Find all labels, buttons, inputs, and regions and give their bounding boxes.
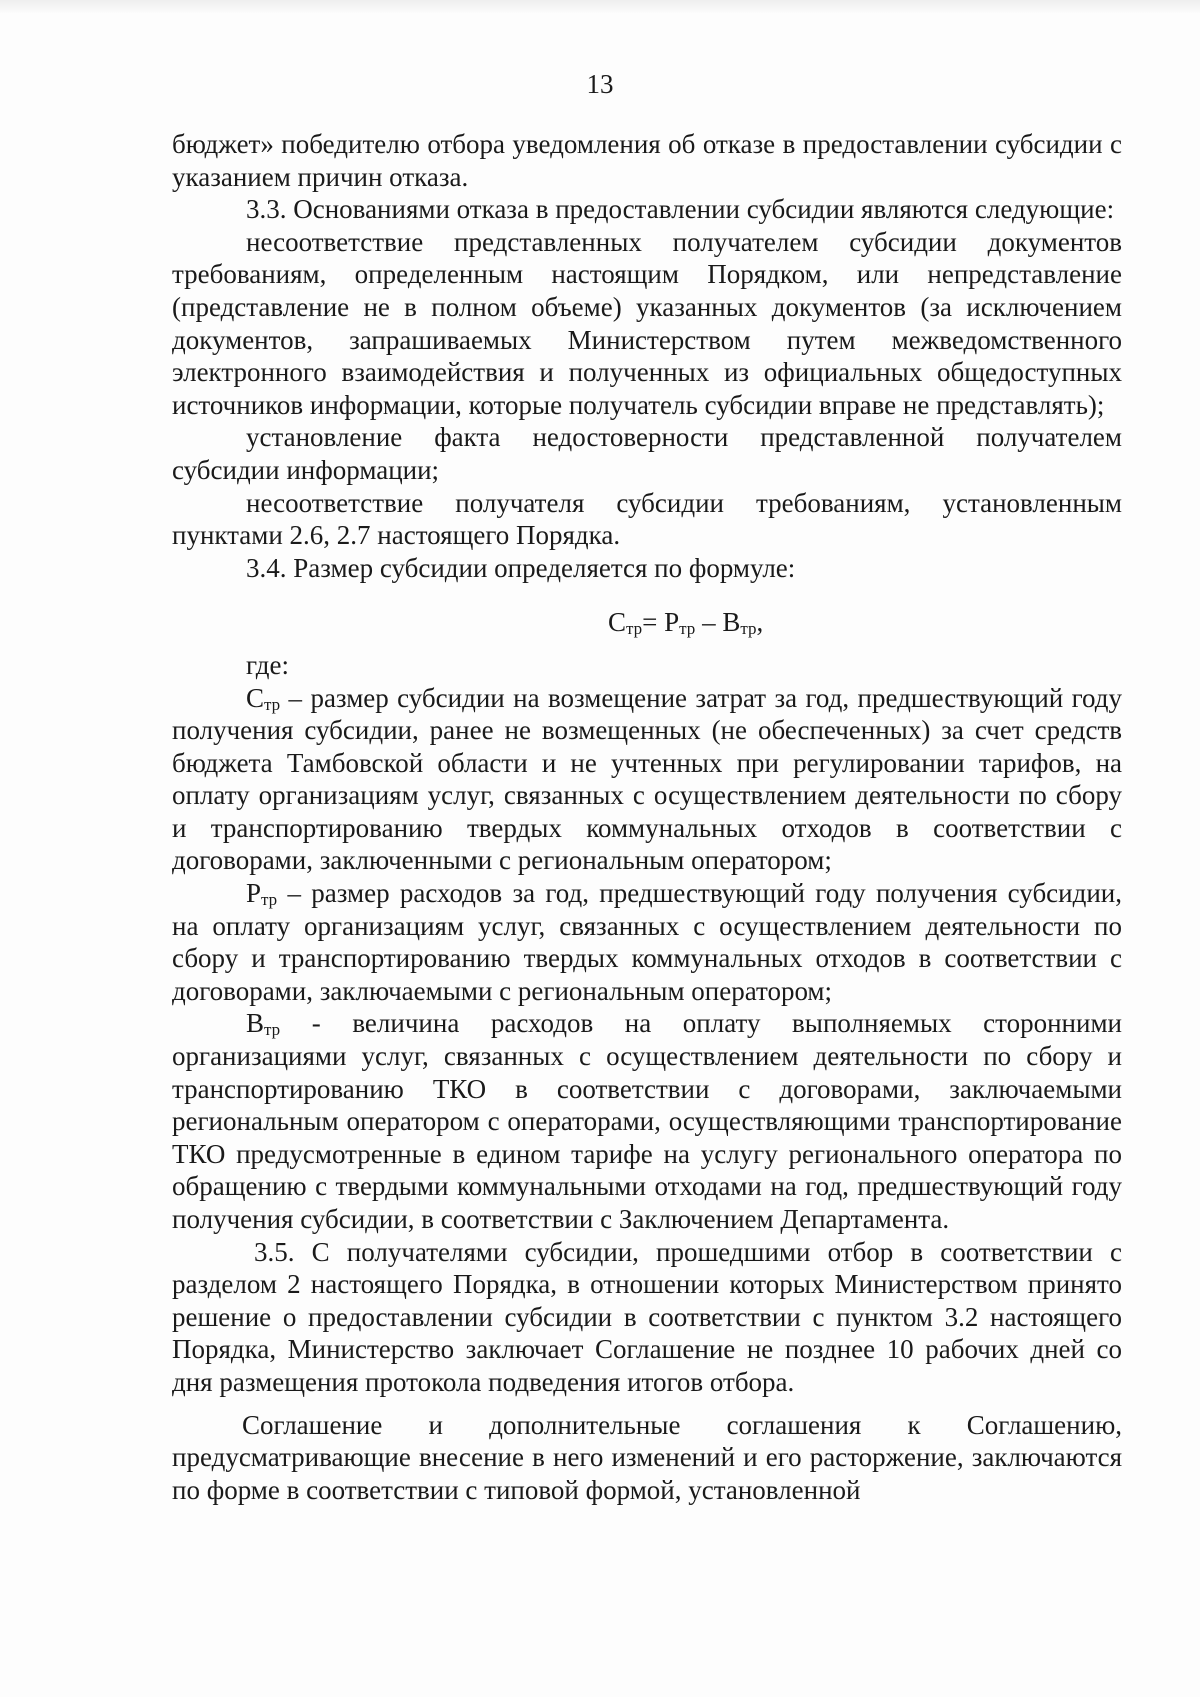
subsidy-formula bbox=[172, 606, 1122, 639]
paragraph-where: где: bbox=[246, 649, 289, 680]
formula-b-letter: В bbox=[722, 607, 741, 638]
paragraph-3-3: 3.3. Основаниями отказа в предоставлении субсидии являются следующие: bbox=[246, 194, 1115, 225]
formula-c-subscript: тр bbox=[626, 619, 643, 639]
paragraph-term-p bbox=[172, 877, 1122, 1007]
paragraph-agreement: Соглашение и дополнительные соглашения к Соглашению, предусматривающие внесение в него изменений и его расторжение, заключаются по форме в соответствии с типовой формой, установленной bbox=[172, 1409, 1122, 1505]
formula-equals: = bbox=[642, 607, 665, 638]
term-b-dash: - bbox=[280, 1008, 353, 1039]
paragraph-refusal-reason-3: несоответствие получателя субсидии требованиям, установленным пунктами 2.6, 2.7 настоящего Порядка. bbox=[172, 487, 1122, 551]
paragraph-gap bbox=[172, 1399, 1122, 1409]
formula-p-letter: Р bbox=[664, 607, 680, 638]
paragraph-3-5: 3.5. С получателями субсидии, прошедшими отбор в соответствии с разделом 2 настоящего Порядка, в отношении которых Министерством принято решение о предоставлении субсидии в соответствии с пунктом 3.2 настоящего Порядка, Министерство заключает Соглашение не позднее 10 рабочих дней со дня размещения протокола подведения итогов отбора. bbox=[172, 1236, 1122, 1397]
term-b-definition: величина расходов на оплату выполняемых сторонними организациями услуг, связанных с осуществлением деятельности по сбору и транспортированию ТКО в соответствии с договорами, заключаемыми региональным оператором с операторами, осуществляющими транспортирование ТКО предусмотренные в едином тарифе на услугу регионального оператора по обращению с твердыми коммунальными отходами на год, предшествующий году получения субсидии, в соответствии с Заключением Департамента. bbox=[172, 1008, 1122, 1234]
term-p-definition: размер расходов за год, предшествующий году получения субсидии, на оплату организациям услуг, связанных с осуществлением деятельности по сбору и транспортированию твердых коммунальных отходов в соответствии с договорами, заключаемыми с региональным оператором; bbox=[172, 878, 1122, 1006]
term-c-letter: С bbox=[246, 682, 265, 713]
term-p-dash: – bbox=[277, 878, 312, 909]
term-c-definition: размер субсидии на возмещение затрат за год, предшествующий году получения субсидии, ранее не возмещенных (не обеспеченных) за счет средств бюджета Тамбовской области и не учтенных при регулировании тарифов, на оплату организациям услуг, связанных с осуществлением деятельности по сбору и транспортированию твердых коммунальных отходов в соответствии с договорами, заключенными с региональным оператором; bbox=[172, 682, 1122, 876]
paragraph-3-4: 3.4. Размер субсидии определяется по формуле: bbox=[246, 552, 796, 583]
formula-trailing-comma: , bbox=[756, 607, 764, 638]
term-p-letter: Р bbox=[246, 878, 262, 909]
paragraph-term-b bbox=[172, 1007, 1122, 1235]
term-c-subscript: тр bbox=[264, 694, 281, 714]
document-body bbox=[172, 128, 1122, 1506]
term-c-dash: – bbox=[280, 682, 311, 713]
paragraph-term-c bbox=[172, 682, 1122, 878]
formula-b-subscript: тр bbox=[740, 619, 757, 639]
term-p-subscript: тр bbox=[261, 890, 278, 910]
term-b-subscript: тр bbox=[264, 1020, 281, 1040]
paragraph-refusal-reason-1: несоответствие представленных получателем субсидии документов требованиям, определенным настоящим Порядком, или непредставление (представление не в полном объеме) указанных документов (за исключением документов, запрашиваемых Министерством путем межведомственного электронного взаимодействия и полученных из официальных общедоступных источников информации, которые получатель субсидии вправе не представлять); bbox=[172, 226, 1122, 420]
paragraph-intro: бюджет» победителю отбора уведомления об отказе в предоставлении субсидии с указанием причин отказа. bbox=[172, 129, 1122, 192]
formula-minus: – bbox=[695, 607, 723, 638]
paragraph-refusal-reason-2: установление факта недостоверности представленной получателем субсидии информации; bbox=[172, 422, 1122, 485]
scan-edge-shadow bbox=[0, 0, 1200, 14]
formula-c-letter: С bbox=[608, 607, 627, 638]
term-b-letter: В bbox=[246, 1008, 265, 1039]
page-number: 13 bbox=[586, 69, 614, 99]
formula-p-subscript: тр bbox=[679, 619, 696, 639]
